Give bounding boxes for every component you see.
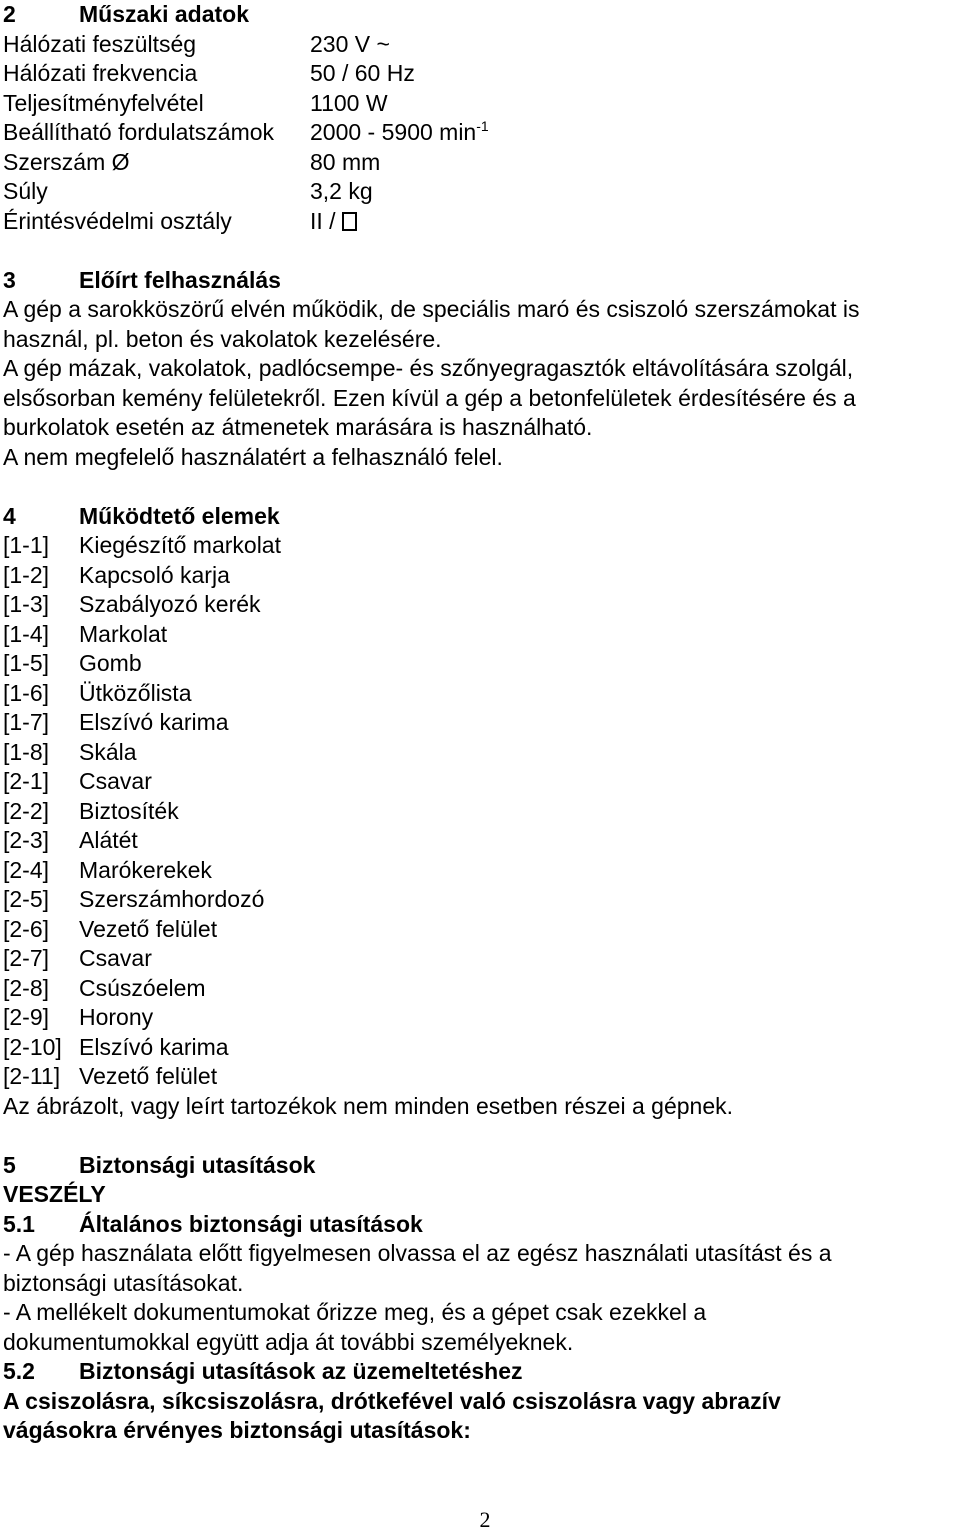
list-item (3, 915, 957, 945)
section-number: 5 (3, 1151, 16, 1178)
spacer (3, 472, 957, 502)
spec-label: Teljesítményfelvétel (3, 89, 204, 116)
section-heading (3, 0, 957, 30)
section-heading (3, 266, 957, 296)
spacer (3, 236, 957, 266)
item-name: Szabályozó kerék (79, 591, 261, 617)
item-code: [2-6] (3, 915, 50, 942)
text-line: vágásokra érvényes biztonsági utasítások: (3, 1417, 471, 1443)
spec-row (3, 89, 957, 119)
spec-superscript: -1 (476, 118, 489, 134)
spec-row (3, 59, 957, 89)
text-line: burkolatok esetén az átmenetek marására is használható. (3, 414, 593, 440)
text-line: használ, pl. beton és vakolatok kezelésére. (3, 325, 442, 352)
text-line: A gép a sarokköszörű elvén működik, de speciális maró és csiszoló szerszámokat is (3, 296, 860, 322)
item-name: Szerszámhordozó (79, 886, 265, 912)
accessories-note: Az ábrázolt, vagy leírt tartozékok nem minden esetben részei a gépnek. (3, 1092, 734, 1119)
section-heading (3, 1151, 957, 1181)
spec-value: II / (310, 207, 342, 234)
list-item (3, 885, 957, 915)
item-code: [1-4] (3, 620, 50, 647)
item-code: [1-8] (3, 738, 50, 765)
item-name: Csúszóelem (79, 974, 206, 1001)
spec-value: 3,2 kg (310, 178, 373, 204)
list-item (3, 974, 957, 1004)
list-item (3, 797, 957, 827)
spec-row (3, 177, 957, 207)
subsection-title: Biztonsági utasítások az üzemeltetéshez (79, 1358, 523, 1384)
item-name: Biztosíték (79, 797, 179, 824)
danger-label: VESZÉLY (3, 1181, 106, 1207)
spec-row (3, 118, 957, 148)
spacer (3, 1121, 957, 1151)
list-item (3, 1003, 957, 1033)
item-code: [2-7] (3, 945, 50, 971)
item-name: Csavar (79, 945, 152, 971)
text-line: dokumentumokkal együtt adja át további személyeknek. (3, 1328, 574, 1355)
item-code: [1-5] (3, 650, 50, 676)
item-name: Vezető felület (79, 915, 218, 942)
item-code: [2-8] (3, 974, 50, 1001)
intended-use-paragraph (3, 295, 957, 472)
section-number: 4 (3, 502, 16, 529)
item-name: Elszívó karima (79, 1033, 229, 1060)
item-name: Ütközőlista (79, 679, 192, 706)
item-name: Kapcsoló karja (79, 561, 230, 588)
text-line: elsősorban kemény felületekről. Ezen kívül a gép a betonfelületek érdesítésére és a (3, 384, 856, 411)
text-line: - A mellékelt dokumentumokat őrizze meg, és a gépet csak ezekkel a (3, 1299, 707, 1325)
subsection-title: Általános biztonsági utasítások (79, 1210, 423, 1237)
list-item (3, 1033, 957, 1063)
spec-row (3, 30, 957, 60)
protection-class-square-icon (342, 212, 357, 231)
spec-label: Szerszám Ø (3, 148, 130, 175)
item-name: Horony (79, 1004, 154, 1030)
item-code: [2-2] (3, 797, 50, 824)
spec-label: Beállítható fordulatszámok (3, 119, 275, 145)
spec-value: 80 mm (310, 148, 381, 175)
subsection-number: 5.1 (3, 1210, 35, 1237)
item-code: [2-3] (3, 827, 50, 853)
item-name: Vezető felület (79, 1063, 218, 1089)
item-code: [2-10] (3, 1033, 62, 1060)
spec-value: 2000 - 5900 min (310, 119, 477, 145)
section-number: 2 (3, 1, 16, 27)
item-code: [1-7] (3, 709, 50, 735)
spec-value: 50 / 60 Hz (310, 60, 415, 86)
section-heading (3, 502, 957, 532)
item-name: Kiegészítő markolat (79, 532, 281, 558)
spec-row (3, 207, 957, 237)
item-name: Markolat (79, 620, 168, 647)
list-item (3, 620, 957, 650)
item-name: Skála (79, 738, 137, 765)
list-item (3, 767, 957, 797)
item-name: Csavar (79, 768, 152, 794)
spec-row (3, 148, 957, 178)
item-name: Alátét (79, 827, 138, 853)
section-title: Műszaki adatok (79, 1, 249, 27)
section-title: Működtető elemek (79, 502, 280, 529)
text-line: biztonsági utasításokat. (3, 1269, 244, 1296)
item-name: Marókerekek (79, 856, 212, 883)
list-item (3, 738, 957, 768)
item-name: Gomb (79, 650, 142, 676)
spec-value: 1100 W (310, 89, 388, 116)
page-footer (0, 1507, 960, 1539)
spec-label: Hálózati feszültség (3, 30, 197, 57)
list-item (3, 708, 957, 738)
subsection-number: 5.2 (3, 1358, 35, 1384)
spec-label: Érintésvédelmi osztály (3, 207, 232, 234)
item-code: [1-3] (3, 591, 50, 617)
section-number: 3 (3, 266, 16, 293)
item-code: [2-1] (3, 768, 50, 794)
list-item (3, 944, 957, 974)
spec-label: Hálózati frekvencia (3, 60, 198, 86)
item-name: Elszívó karima (79, 709, 229, 735)
text-line: A gép mázak, vakolatok, padlócsempe- és szőnyegragasztók eltávolítására szolgál, (3, 355, 854, 381)
page-number: 2 (479, 1507, 491, 1532)
list-item (3, 531, 957, 561)
spec-value: 230 V ~ (310, 30, 390, 57)
text-line: A csiszolásra, síkcsiszolásra, drótkefével való csiszolásra vagy abrazív (3, 1387, 781, 1414)
spec-label: Súly (3, 178, 48, 204)
document-page (3, 0, 957, 1446)
section-title: Biztonsági utasítások (79, 1151, 316, 1178)
list-item (3, 856, 957, 886)
list-item (3, 561, 957, 591)
list-item (3, 1062, 957, 1092)
list-item (3, 826, 957, 856)
list-item (3, 590, 957, 620)
subsection-heading (3, 1357, 957, 1387)
item-code: [2-9] (3, 1004, 50, 1030)
item-code: [2-5] (3, 886, 50, 912)
text-line: - A gép használata előtt figyelmesen olvassa el az egész használati utasítást és a (3, 1240, 832, 1266)
controls-list (3, 531, 957, 1092)
subsection-heading (3, 1210, 957, 1240)
item-code: [2-11] (3, 1063, 61, 1089)
item-code: [2-4] (3, 856, 50, 883)
section-title: Előírt felhasználás (79, 266, 281, 293)
list-item (3, 679, 957, 709)
item-code: [1-6] (3, 679, 50, 706)
item-code: [1-1] (3, 532, 50, 558)
list-item (3, 649, 957, 679)
text-line: A nem megfelelő használatért a felhasználó felel. (3, 443, 503, 470)
specs-table (3, 30, 957, 237)
item-code: [1-2] (3, 561, 50, 588)
